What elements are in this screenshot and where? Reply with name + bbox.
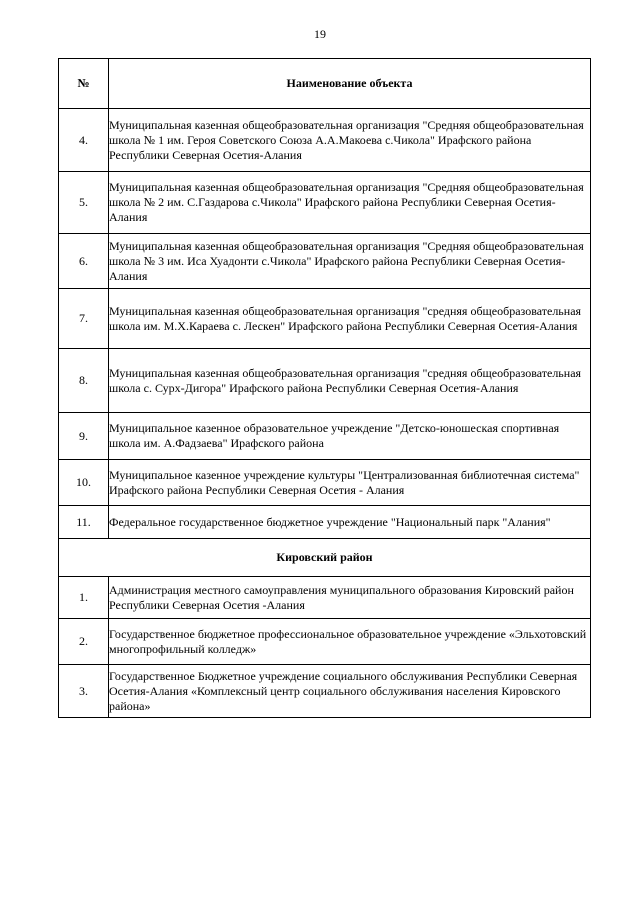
section-title: Кировский район xyxy=(59,539,591,577)
row-name xyxy=(109,234,591,289)
table-row xyxy=(59,506,591,539)
row-name xyxy=(109,413,591,460)
row-number: 10. xyxy=(59,460,109,506)
row-name xyxy=(109,619,591,665)
header-number: № xyxy=(59,59,109,109)
table-row xyxy=(59,665,591,718)
page-number: 19 xyxy=(314,27,326,41)
row-number: 8. xyxy=(59,349,109,413)
row-name-text: Федеральное государственное бюджетное учреждение "Национальный парк "Алания" xyxy=(109,514,551,529)
row-name-text: Муниципальная казенная общеобразовательная организация "Средняя общеобразовательная школа № 1 им. Героя Советского Союза А.А.Макоева с.Чикола" Ирафского района Республики Северная Осетия-Алания xyxy=(109,117,584,162)
row-name xyxy=(109,460,591,506)
header-name: Наименование объекта xyxy=(109,59,591,109)
row-number: 2. xyxy=(59,619,109,665)
row-name-text: Государственное бюджетное профессиональное образовательное учреждение «Эльхотовский многопрофильный колледж» xyxy=(109,626,587,656)
row-number: 11. xyxy=(59,506,109,539)
row-name-text: Муниципальное казенное образовательное учреждение "Детско-юношеская спортивная школа им. А.Фадзаева" Ирафского района xyxy=(109,421,560,450)
table-header-row xyxy=(59,59,591,109)
row-name xyxy=(109,506,591,539)
row-name xyxy=(109,349,591,413)
row-number: 3. xyxy=(59,665,109,718)
row-number: 5. xyxy=(59,172,109,234)
row-number: 9. xyxy=(59,413,109,460)
table-row xyxy=(59,109,591,172)
table-row xyxy=(59,349,591,413)
table-row xyxy=(59,172,591,234)
row-name-text: Муниципальная казенная общеобразовательная организация "средняя общеобразовательная школа им. М.Х.Караева с. Лескен" Ирафского района Республики Северная Осетия-Алания xyxy=(109,303,582,333)
table-row xyxy=(59,619,591,665)
table-row xyxy=(59,234,591,289)
row-name-text: Муниципальная казенная общеобразовательная организация "средняя общеобразовательная школа с. Сурх-Дигора" Ирафского района Республики Северная Осетия-Алания xyxy=(109,365,582,395)
row-name xyxy=(109,577,591,619)
row-name xyxy=(109,665,591,718)
row-name-text: Администрация местного самоуправления муниципального образования Кировский район Республики Северная Осетия -Алания xyxy=(109,582,574,612)
objects-table xyxy=(58,58,591,718)
row-name xyxy=(109,109,591,172)
table-row xyxy=(59,289,591,349)
row-number: 4. xyxy=(59,109,109,172)
row-number: 1. xyxy=(59,577,109,619)
row-number: 7. xyxy=(59,289,109,349)
row-number: 6. xyxy=(59,234,109,289)
table-row xyxy=(59,460,591,506)
table-row xyxy=(59,413,591,460)
section-row xyxy=(59,539,591,577)
row-name-text: Муниципальное казенное учреждение культуры "Централизованная библиотечная система" Ирафского района Республики Северная Осетия - Алания xyxy=(109,467,580,497)
row-name-text: Муниципальная казенная общеобразовательная организация "Средняя общеобразовательная школа № 3 им. Иса Хуадонти с.Чикола" Ирафского района Республики Северная Осетия-Алания xyxy=(109,238,584,283)
row-name-text: Муниципальная казенная общеобразовательная организация "Средняя общеобразовательная школа № 2 им. С.Газдарова с.Чикола" Ирафского района Республики Северная Осетия-Алания xyxy=(109,180,584,224)
row-name-text: Государственное Бюджетное учреждение социального обслуживания Республики Северная Осетия-Алания «Комплексный центр социального обслуживания населения Кировского района» xyxy=(109,668,578,713)
table-row xyxy=(59,577,591,619)
row-name xyxy=(109,172,591,234)
row-name xyxy=(109,289,591,349)
